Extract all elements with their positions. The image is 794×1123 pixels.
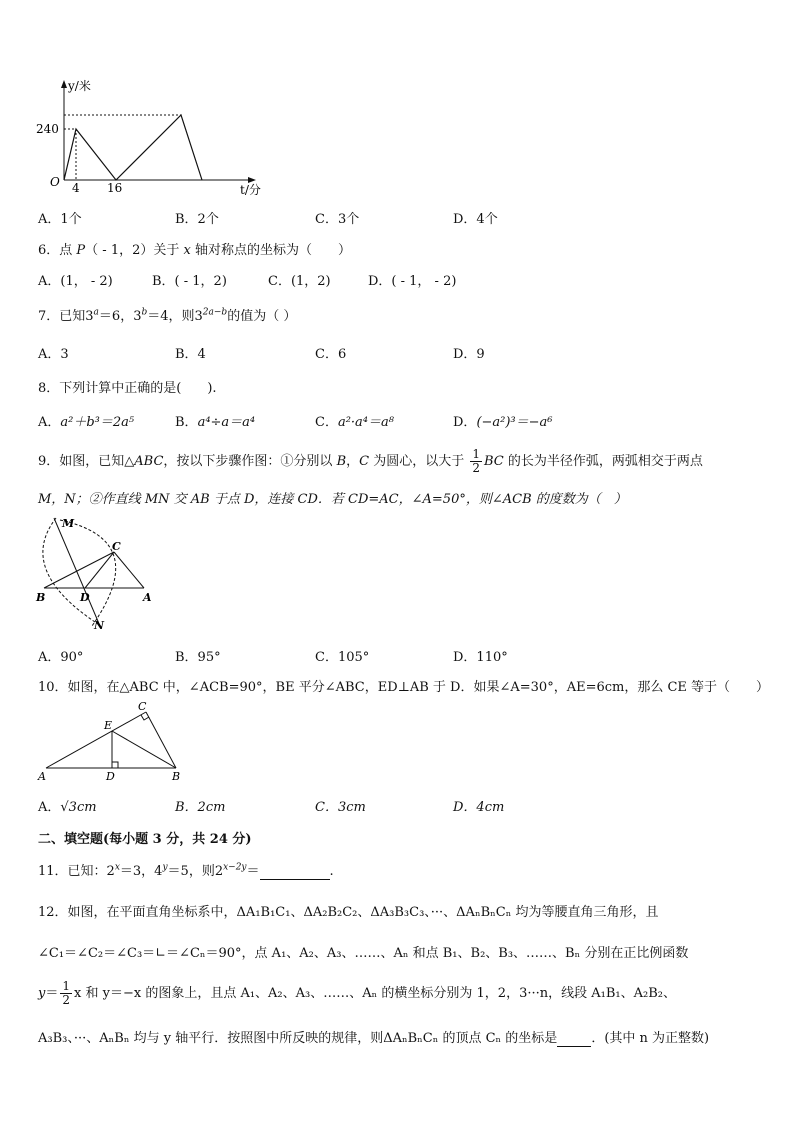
q9-line-mn — [54, 518, 100, 626]
q8-stem: 8．下列计算中正确的是( ). — [38, 381, 217, 396]
q8-b-label: B． — [175, 415, 198, 430]
q12-line3-mid: x 和 y＝−x 的图象上，且点 A₁、A₂、A₃、……、Aₙ 的横坐标分别为 1，2，3···n，线段 A₁B₁、A₂B₂、 — [74, 986, 676, 1001]
q6-axis: x — [183, 243, 191, 258]
q10-option-b: B．2cm — [175, 800, 226, 815]
q12-line3 — [38, 980, 676, 1007]
q9-option-b: B．95° — [175, 650, 221, 665]
q9-pt-b: B — [336, 454, 347, 469]
q9-frac-num: 1 — [472, 447, 481, 461]
q12-frac-den: 2 — [62, 993, 71, 1007]
q10-label-d: D — [106, 770, 115, 783]
q8-option-d — [453, 411, 553, 430]
q9-seg-ca — [114, 552, 144, 588]
q9-line2: M，N；②作直线 MN 交 AB 于点 D，连接 CD．若 CD=AC，∠A=50°，则∠ACB 的度数为（ ） — [38, 492, 627, 507]
q7-eq1: ＝6，3 — [98, 309, 142, 324]
q7-exp-a: a — [93, 307, 99, 318]
q11-exp3: x−2y — [223, 862, 247, 873]
q8-a-expr: a²＋b³＝2a⁵ — [60, 415, 135, 430]
q5-option-a: A．1个 — [38, 212, 82, 227]
q10-a-expr: √3cm — [60, 800, 97, 815]
q6-stem-mid: （ - 1，2）关于 — [85, 243, 184, 258]
q10-label-e: E — [104, 719, 113, 732]
q6-option-c: C．(1，2) — [268, 274, 331, 289]
q11-exp2: y — [162, 862, 168, 873]
q9-label-c: C — [112, 540, 121, 553]
q12-line4 — [38, 1027, 709, 1047]
x-tick-16: 16 — [107, 181, 123, 195]
q8-option-c — [315, 411, 394, 430]
q6-option-a: A．(1， - 2) — [38, 274, 113, 289]
q12-line4-post: ．(其中 n 为正整数) — [591, 1031, 710, 1046]
q7-eq2: ＝4，则3 — [147, 309, 203, 324]
q9-pre: 9．如图，已知△ — [38, 454, 135, 469]
q9-figure — [32, 514, 162, 632]
section-2-heading: 二、填空题(每小题 3 分，共 24 分) — [38, 832, 252, 847]
y-axis-arrow — [61, 80, 67, 88]
q9-post: 的长为半径作弧，两弧相交于两点 — [503, 454, 703, 469]
x-tick-4: 4 — [72, 181, 80, 195]
q11-pre: 11．已知：2 — [38, 864, 115, 879]
q8-c-label: C． — [315, 415, 338, 430]
q11-post: ＝ — [246, 864, 260, 879]
q9-label-a: A — [143, 591, 152, 604]
q8-option-b — [175, 411, 255, 430]
q11-answer-blank[interactable] — [260, 864, 330, 880]
q12-line1: 12．如图，在平面直角坐标系中，ΔA₁B₁C₁、ΔA₂B₂C₂、ΔA₃B₃C₃、···、ΔAₙBₙCₙ 均为等腰直角三角形，且 — [38, 905, 659, 920]
q9-arc-left — [43, 518, 98, 624]
q12-y: y — [38, 986, 46, 1001]
q8-a-label: A． — [38, 415, 61, 430]
q11-exp1: x — [114, 862, 120, 873]
q7-option-b: B．4 — [175, 347, 206, 362]
q9-comma: ， — [346, 454, 360, 469]
q11-end: . — [329, 864, 334, 879]
q9-mid2: 为圆心，以大于 — [369, 454, 465, 469]
q9-option-c: C．105° — [315, 650, 370, 665]
q7-option-c: C．6 — [315, 347, 347, 362]
q9-label-b: B — [36, 591, 46, 604]
q9-line1 — [38, 448, 703, 475]
q7-exp-c: 2a−b — [202, 307, 228, 318]
q8-b-expr: a⁴÷a＝a⁴ — [197, 415, 256, 430]
q9-label-d: D — [80, 591, 90, 604]
q11-mid1: ＝3，4 — [119, 864, 163, 879]
q8-c-expr: a²·a⁴＝a⁸ — [337, 415, 394, 430]
q10-label-b: B — [172, 770, 181, 783]
q5-option-d: D．4个 — [453, 212, 498, 227]
q10-label-c: C — [138, 700, 147, 713]
q9-fraction — [470, 448, 482, 475]
q11-mid2: ＝5，则2 — [167, 864, 224, 879]
q6-stem — [38, 239, 351, 258]
q5-option-b: B．2个 — [175, 212, 219, 227]
q9-mid: ，按以下步骤作图：①分别以 — [163, 454, 337, 469]
q6-option-b: B．( - 1，2) — [152, 274, 227, 289]
q9-seg-bc — [44, 552, 114, 588]
q7-option-d: D．9 — [453, 347, 485, 362]
q6-point: P — [76, 243, 86, 258]
q6-option-d: D．( - 1， - 2) — [368, 274, 457, 289]
q7-stem-pre: 7．已知3 — [38, 309, 94, 324]
q7-option-a: A．3 — [38, 347, 69, 362]
q10-stem: 10．如图，在△ABC 中，∠ACB=90°，BE 平分∠ABC，ED⊥AB 于 D．如果∠A=30°，AE=6cm，那么 CE 等于（ ） — [38, 680, 770, 695]
q12-fraction — [60, 980, 72, 1007]
q6-stem-post: 轴对称点的坐标为（ ） — [190, 243, 351, 258]
q8-d-expr: (−a²)³＝−a⁶ — [476, 415, 553, 430]
q9-seg-cd — [85, 552, 114, 588]
origin-label: O — [50, 175, 60, 189]
q8-option-a — [38, 411, 134, 430]
q12-answer-blank[interactable] — [557, 1031, 591, 1047]
q9-label-n: N — [94, 619, 105, 632]
q7-exp-b: b — [141, 307, 148, 318]
q10-option-d: D．4cm — [453, 800, 505, 815]
q10-seg-ac — [46, 712, 146, 768]
q10-right-angle-d — [112, 762, 118, 768]
q9-frac-den: 2 — [472, 461, 481, 475]
q9-option-a: A．90° — [38, 650, 84, 665]
x-label: t/分 — [240, 183, 261, 197]
q12-eq: ＝ — [45, 986, 59, 1001]
q10-option-a — [38, 796, 97, 815]
graph-line — [64, 115, 202, 180]
q10-figure — [34, 698, 194, 784]
q12-frac-num: 1 — [62, 979, 71, 993]
y-tick-240: 240 — [36, 122, 59, 136]
q12-line2: ∠C₁＝∠C₂＝∠C₃＝∟＝∠Cₙ＝90°，点 A₁、A₂、A₃、……、Aₙ 和点 B₁、B₂、B₃、……、Bₙ 分别在正比例函数 — [38, 946, 689, 961]
q10-label-a: A — [38, 770, 46, 783]
q10-option-c: C．3cm — [315, 800, 366, 815]
q9-arc-right — [60, 520, 116, 626]
distance-time-graph — [30, 76, 270, 198]
q7-stem — [38, 305, 296, 324]
q12-line4-pre: A₃B₃、···、AₙBₙ 均与 y 轴平行．按照图中所反映的规律，则ΔAₙBₙCₙ 的顶点 Cₙ 的坐标是 — [38, 1031, 558, 1046]
q9-label-m: M — [62, 517, 75, 530]
y-label: y/米 — [68, 79, 91, 93]
q5-option-c: C．3个 — [315, 212, 360, 227]
q6-stem-pre: 6．点 — [38, 243, 77, 258]
q11-stem — [38, 860, 334, 880]
q9-seg: BC — [484, 454, 504, 469]
q8-d-label: D． — [453, 415, 477, 430]
q10-a-label: A． — [38, 800, 61, 815]
q9-tri: ABC — [134, 454, 164, 469]
q9-pt-c: C — [359, 454, 370, 469]
q7-stem-post: 的值为（ ） — [227, 309, 297, 324]
q9-option-d: D．110° — [453, 650, 508, 665]
